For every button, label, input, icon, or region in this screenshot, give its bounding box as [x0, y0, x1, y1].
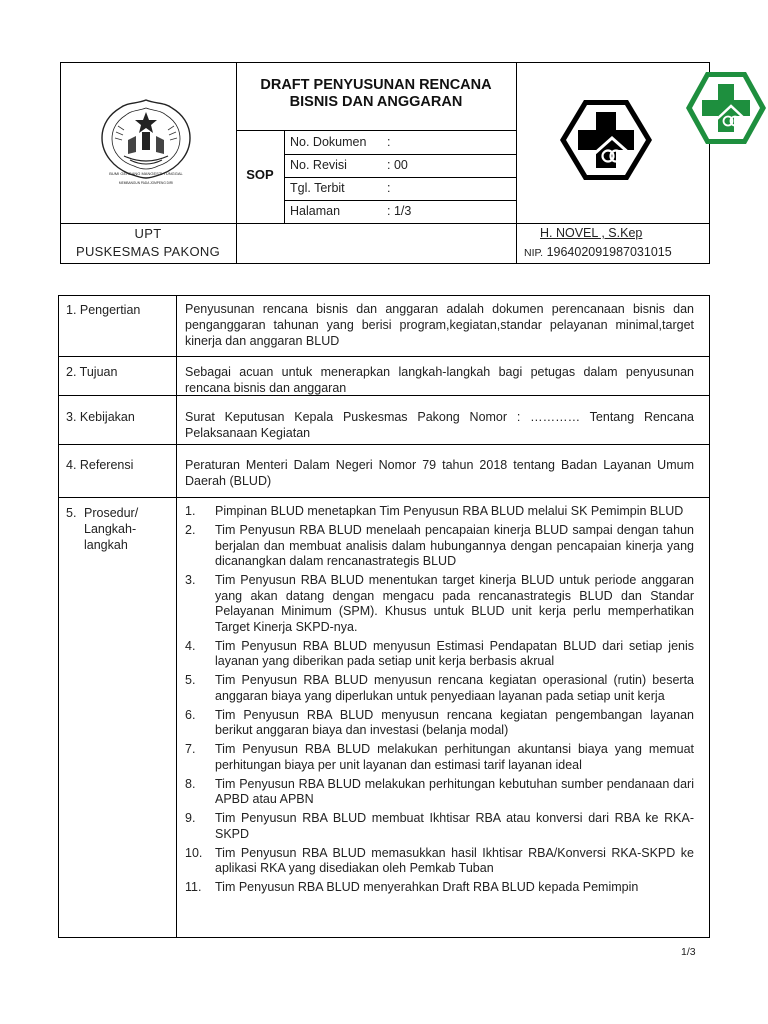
signer-nip	[524, 245, 672, 259]
section-label-referensi: 4. Referensi	[66, 458, 134, 472]
meta-page-label: Halaman	[290, 204, 341, 218]
prosedur-num: 5.	[66, 506, 77, 520]
procedure-step: 2. Tim Penyusun RBA BLUD menelaah pencapaian kinerja BLUD sampai dengan tahun berjalan dan membuat analisis dalam hubungannya dengan pencapaian kinerja yang dicanangkan dalam rencanastrategis BLUD	[185, 523, 694, 568]
procedure-step: 10. Tim Penyusun RBA BLUD memasukkan hasil Ikhtisar RBA/Konversi RKA-SKPD ke aplikasi RKA yang disediakan oleh Pemkab Tuban	[185, 845, 694, 875]
section-label-kebijakan: 3. Kebijakan	[66, 410, 135, 424]
document-title	[236, 77, 516, 111]
meta-issued-value: :	[387, 181, 391, 195]
meta-revision-value: : 00	[387, 158, 408, 172]
section-text-referensi: Peraturan Menteri Dalam Negeri Nomor 79 tahun 2018 tentang Badan Layanan Umum Daerah (BLUD)	[185, 458, 694, 488]
procedure-step: 11. Tim Penyusun RBA BLUD menyerahkan Draft RBA BLUD kepada Pemimpin	[185, 880, 639, 894]
org-line-1: UPT	[134, 226, 162, 241]
prosedur-label-line-1: Prosedur/	[84, 506, 139, 520]
meta-page-value: : 1/3	[387, 204, 412, 218]
section-text-tujuan: Sebagai acuan untuk menerapkan langkah-langkah bagi petugas dalam penyusunan rencana bisnis dan anggaran	[185, 365, 694, 395]
title-line-2: BISNIS DAN ANGGARAN	[289, 94, 463, 110]
organization-name	[60, 225, 236, 261]
section-label-tujuan: 2. Tujuan	[66, 365, 118, 379]
procedure-step: 6. Tim Penyusun RBA BLUD menyusun rencana kegiatan pengembangan layanan berikut anggaran biaya dan investasi (belanja modal)	[185, 707, 694, 737]
procedure-step: 4. Tim Penyusun RBA BLUD menyusun Estimasi Pendapatan BLUD dari setiap jenis layanan yang diberikan pada setiap unit kerja berbasis akrual	[185, 638, 694, 668]
prosedur-label-line-2: Langkah-	[84, 522, 137, 536]
section-text-pengertian: Penyusunan rencana bisnis dan anggaran adalah dokumen perencanaan bisnis dan penganggaran tahunan yang berisi program,kegiatan,standar pelayanan minimal,target kinerja dan anggaran BLUD	[185, 302, 694, 348]
org-line-2: PUSKESMAS PAKONG	[76, 244, 220, 259]
sop-label: SOP	[246, 167, 274, 182]
procedure-step: 9. Tim Penyusun RBA BLUD membuat Ikhtisar RBA atau konversi dari RBA ke RKA-SKPD	[185, 811, 694, 841]
section-label-prosedur	[66, 505, 138, 553]
meta-revision-label: No. Revisi	[290, 158, 347, 172]
nip-label: NIP.	[524, 247, 544, 259]
regency-seal-icon	[94, 96, 198, 185]
meta-doc-number-label: No. Dokumen	[290, 135, 367, 149]
prosedur-label-line-3: langkah	[84, 538, 128, 552]
puskesmas-hexagon-logo-icon	[554, 96, 658, 184]
page-number: 1/3	[681, 946, 696, 958]
title-line-1: DRAFT PENYUSUNAN RENCANA	[260, 77, 492, 93]
procedure-step: 3. Tim Penyusun RBA BLUD menentukan target kinerja BLUD untuk periode anggaran yang akan datang dengan mengacu pada rencanastrategis BLUD dan Standar Pelayanan Minimum (SPM). Khusus untuk BLUD unit kerja perlu memperhatikan Target Kinerja SKPD-nya.	[185, 573, 694, 634]
seal-text: BUMI GERBANG MANGESTI TUNGGAL	[109, 171, 183, 176]
procedure-step: 5. Tim Penyusun RBA BLUD menyusun rencana kegiatan operasional (rutin) beserta anggaran biaya yang diperlukan untuk penyediaan layanan pada setiap unit kerja	[185, 673, 694, 703]
section-label-pengertian: 1. Pengertian	[66, 303, 141, 317]
procedure-step: 7. Tim Penyusun RBA BLUD melakukan perhitungan akuntansi biaya yang memuat perhitungan biaya per unit layanan dan estimasi tarif layanan ideal	[185, 742, 694, 772]
section-text-kebijakan: Surat Keputusan Kepala Puskesmas Pakong Nomor : ………… Tentang Rencana Pelaksanaan Kegiatan	[185, 410, 694, 440]
seal-subtext: MEMBANGUN PADA JOMPENG DIRI	[118, 181, 174, 185]
procedure-steps-list	[185, 504, 694, 899]
puskesmas-green-logo-icon	[684, 70, 768, 146]
procedure-step: 8. Tim Penyusun RBA BLUD melakukan perhitungan kebutuhan sumber pendanaan dari APBD atau APBN	[185, 776, 694, 806]
procedure-step: 1. Pimpinan BLUD menetapkan Tim Penyusun RBA BLUD melalui SK Pemimpin BLUD	[185, 504, 684, 518]
nip-value: 196402091987031015	[546, 245, 672, 259]
meta-issued-label: Tgl. Terbit	[290, 181, 345, 195]
meta-doc-number-value: :	[387, 135, 391, 149]
signer-name: H. NOVEL , S.Kep	[540, 226, 643, 240]
